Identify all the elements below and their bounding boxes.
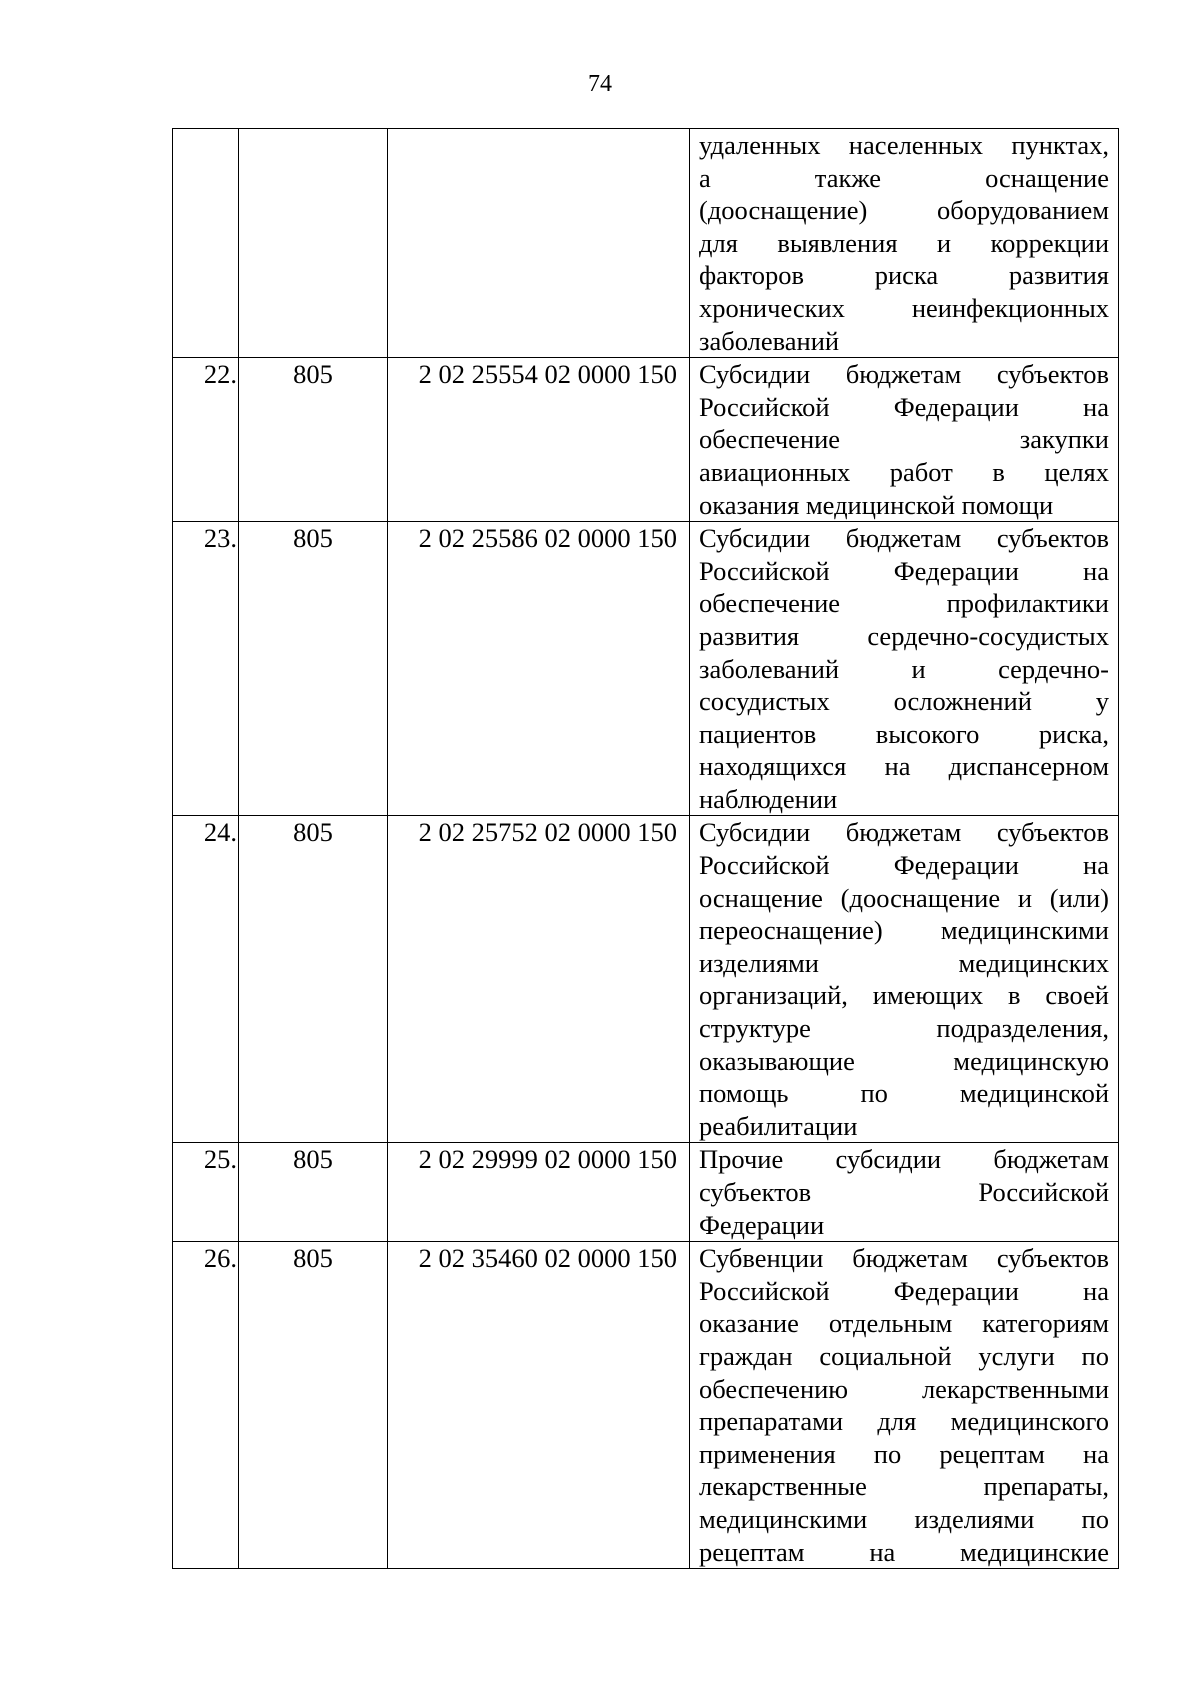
revenue-description-cell <box>690 1242 1119 1569</box>
row-number-cell <box>173 129 239 358</box>
budget-classification-code-cell: 2 02 25752 02 0000 150 <box>388 816 690 1143</box>
description-line: лекарственные препараты, <box>699 1471 1109 1502</box>
page-number: 74 <box>588 71 612 97</box>
description-line: Субсидии бюджетам субъектов <box>699 359 1109 390</box>
administrator-code-cell <box>239 129 388 358</box>
description-line: оказывающие медицинскую <box>699 1045 1109 1076</box>
description-line: (дооснащение) оборудованием <box>699 195 1109 226</box>
description-line: Российской Федерации на <box>699 391 1109 422</box>
description-line: организаций, имеющих в своей <box>699 980 1109 1011</box>
description-line: сосудистых осложнений у <box>699 686 1109 717</box>
budget-classification-code-cell: 2 02 25586 02 0000 150 <box>388 522 690 816</box>
revenue-description-cell <box>690 129 1119 358</box>
description-line: изделиями медицинских <box>699 947 1109 978</box>
description-line: заболеваний <box>699 325 840 356</box>
budget-revenue-table <box>172 128 1119 1569</box>
description-line: хронических неинфекционных <box>699 292 1109 323</box>
description-line: структуре подразделения, <box>699 1013 1109 1044</box>
description-line: применения по рецептам на <box>699 1438 1109 1469</box>
table-row <box>173 1143 1119 1242</box>
description-line: Субсидии бюджетам субъектов <box>699 817 1109 848</box>
administrator-code-cell: 805 <box>239 358 388 522</box>
description-line: Российской Федерации на <box>699 555 1109 586</box>
description-line: помощь по медицинской <box>699 1078 1109 1109</box>
row-number-cell: 25. <box>173 1143 239 1242</box>
description-line: переоснащение) медицинскими <box>699 915 1109 946</box>
budget-classification-code-cell: 2 02 35460 02 0000 150 <box>388 1242 690 1569</box>
administrator-code-cell: 805 <box>239 1242 388 1569</box>
description-line: Российской Федерации на <box>699 1275 1109 1306</box>
budget-classification-code-cell: 2 02 29999 02 0000 150 <box>388 1143 690 1242</box>
table-row <box>173 522 1119 816</box>
table-row <box>173 816 1119 1143</box>
description-line: развития сердечно-сосудистых <box>699 620 1109 651</box>
description-line: удаленных населенных пунктах, <box>699 130 1109 160</box>
description-line: оснащение (дооснащение и (или) <box>699 882 1109 913</box>
description-line: Субвенции бюджетам субъектов <box>699 1243 1109 1274</box>
table-row <box>173 1242 1119 1569</box>
description-line: наблюдении <box>699 783 838 814</box>
description-line: Федерации <box>699 1209 825 1240</box>
description-line: обеспечение закупки <box>699 424 1109 455</box>
description-line: авиационных работ в целях <box>699 456 1109 487</box>
description-line: обеспечению лекарственными <box>699 1373 1109 1404</box>
revenue-description-cell <box>690 358 1119 522</box>
description-line: заболеваний и сердечно- <box>699 653 1109 684</box>
row-number-cell: 24. <box>173 816 239 1143</box>
description-line: факторов риска развития <box>699 260 1109 291</box>
administrator-code-cell: 805 <box>239 522 388 816</box>
table-row <box>173 358 1119 522</box>
revenue-description-cell <box>690 816 1119 1143</box>
description-line: для выявления и коррекции <box>699 227 1109 258</box>
budget-classification-code-cell: 2 02 25554 02 0000 150 <box>388 358 690 522</box>
administrator-code-cell: 805 <box>239 816 388 1143</box>
revenue-description-cell <box>690 522 1119 816</box>
description-line: Прочие субсидии бюджетам <box>699 1144 1109 1175</box>
description-line: Российской Федерации на <box>699 850 1109 881</box>
table-row <box>173 129 1119 358</box>
row-number-cell: 22. <box>173 358 239 522</box>
description-line: реабилитации <box>699 1110 858 1141</box>
table-body <box>173 129 1119 1569</box>
description-line: граждан социальной услуги по <box>699 1340 1109 1371</box>
description-line: оказание отдельным категориям <box>699 1308 1109 1339</box>
administrator-code-cell: 805 <box>239 1143 388 1242</box>
revenue-description-cell <box>690 1143 1119 1242</box>
description-line: медицинскими изделиями по <box>699 1503 1109 1534</box>
description-line: Субсидии бюджетам субъектов <box>699 523 1109 554</box>
description-line: оказания медицинской помощи <box>699 489 1054 520</box>
row-number-cell: 26. <box>173 1242 239 1569</box>
description-line: обеспечение профилактики <box>699 588 1109 619</box>
description-line: препаратами для медицинского <box>699 1406 1109 1437</box>
budget-classification-code-cell <box>388 129 690 358</box>
description-line: рецептам на медицинские <box>699 1536 1109 1567</box>
description-line: пациентов высокого риска, <box>699 718 1109 749</box>
description-line: находящихся на диспансерном <box>699 751 1109 782</box>
row-number-cell: 23. <box>173 522 239 816</box>
description-line: субъектов Российской <box>699 1177 1109 1207</box>
description-line: а также оснащение <box>699 162 1109 193</box>
